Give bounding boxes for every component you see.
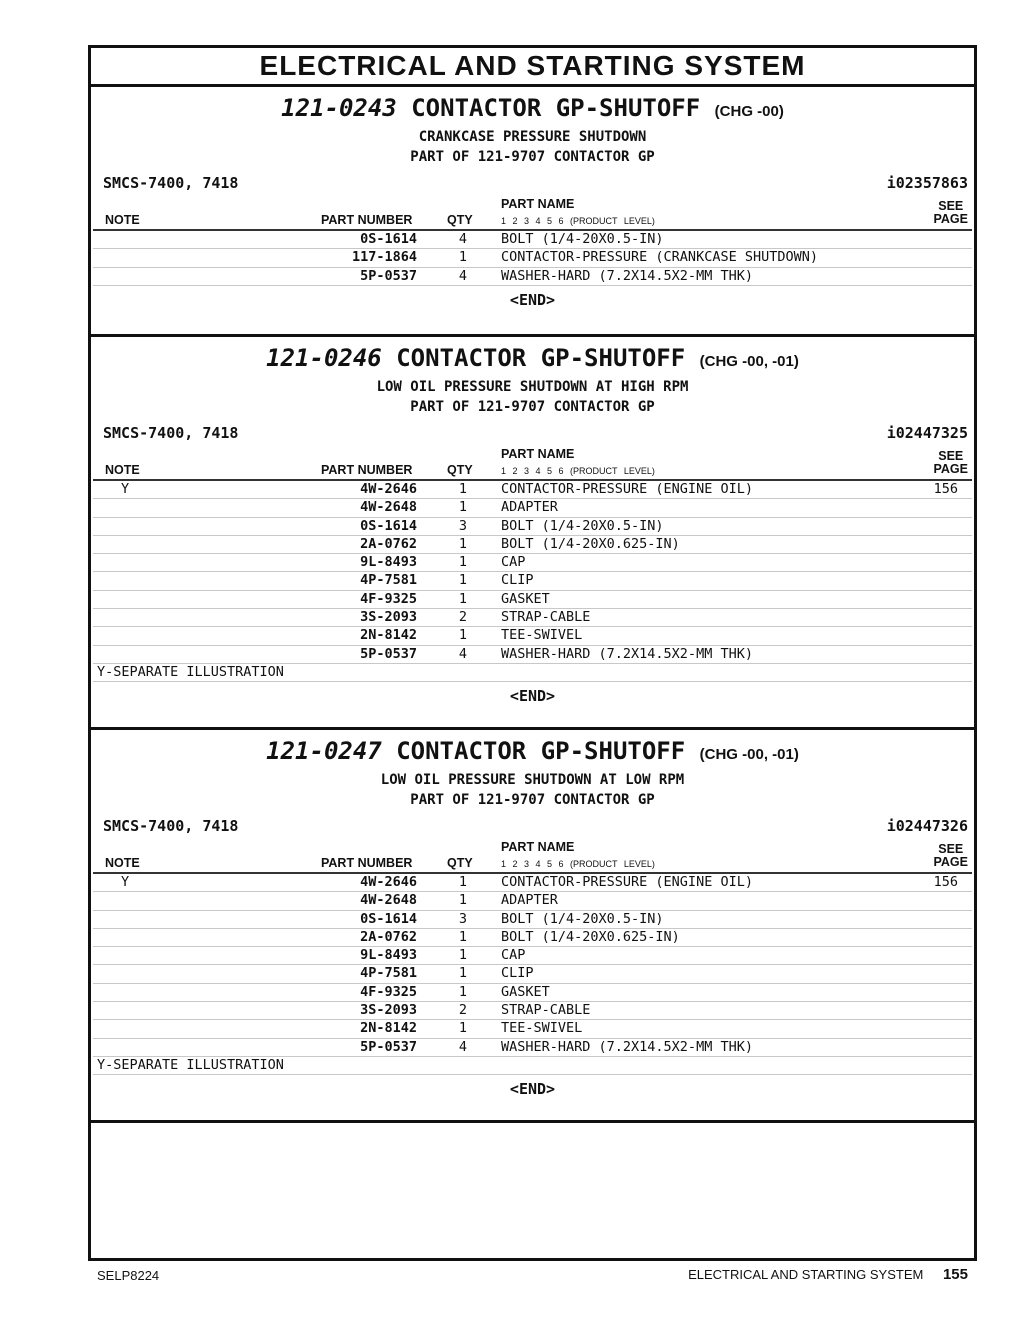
qty-cell: 2	[458, 1002, 468, 1019]
qty-cell: 1	[458, 983, 468, 1000]
part-name-cell: BOLT (1/4-20X0.625-IN)	[501, 535, 680, 552]
qty-header: QTY	[447, 856, 473, 870]
part-number-cell: 117-1864	[351, 249, 417, 266]
smcs-row	[91, 423, 974, 443]
section-description: LOW OIL PRESSURE SHUTDOWN AT LOW RPM	[380, 772, 685, 788]
part-name-cell: TEE-SWIVEL	[501, 1020, 583, 1037]
part-number-cell: 2A-0762	[360, 535, 417, 552]
qty-cell: 3	[458, 910, 468, 927]
qty-cell: 1	[458, 627, 468, 644]
parent-group-note: PART OF 121-9707 CONTACTOR GP	[410, 149, 655, 165]
see-label: SEE	[938, 842, 964, 856]
end-marker: <END>	[509, 1080, 556, 1099]
table-row	[93, 249, 972, 267]
part-name-header: PART NAME	[501, 197, 575, 211]
qty-cell: 1	[458, 499, 468, 516]
section-description: CRANKCASE PRESSURE SHUTDOWN	[418, 129, 647, 145]
qty-cell: 1	[458, 947, 468, 964]
qty-cell: 1	[458, 572, 468, 589]
table-row	[93, 1039, 972, 1057]
qty-cell: 4	[458, 645, 468, 662]
table-row	[93, 874, 972, 892]
smcs-code: SMCS-7400, 7418	[103, 174, 239, 192]
footnote-text: Y-SEPARATE ILLUSTRATION	[97, 663, 284, 680]
part-name-cell: ADAPTER	[501, 499, 558, 516]
part-number-cell: 4F-9325	[360, 983, 417, 1000]
page-number: 155	[942, 1266, 968, 1283]
parts-section	[91, 87, 974, 337]
section-header	[91, 730, 974, 810]
part-number-header: PART NUMBER	[321, 463, 413, 477]
parent-group-note: PART OF 121-9707 CONTACTOR GP	[410, 792, 655, 808]
part-number-cell: 2A-0762	[360, 928, 417, 945]
qty-cell: 1	[458, 481, 468, 497]
part-name-cell: CLIP	[501, 572, 534, 589]
part-name-cell: STRAP-CABLE	[501, 1002, 591, 1019]
part-number-cell: 2N-8142	[360, 1020, 417, 1037]
part-number-cell: 4P-7581	[360, 965, 417, 982]
smcs-code: SMCS-7400, 7418	[103, 817, 239, 835]
part-name-cell: CAP	[501, 554, 526, 571]
part-name-cell: WASHER-HARD (7.2X14.5X2-MM THK)	[501, 1038, 753, 1055]
part-name-cell: STRAP-CABLE	[501, 609, 591, 626]
qty-cell: 1	[458, 535, 468, 552]
section-title	[91, 736, 974, 770]
part-number-cell: 4W-2648	[360, 892, 417, 909]
part-number-cell: 4F-9325	[360, 590, 417, 607]
section-title	[91, 343, 974, 377]
table-row	[93, 499, 972, 517]
note-cell: Y	[121, 481, 130, 497]
part-name-cell: CONTACTOR-PRESSURE (ENGINE OIL)	[501, 481, 753, 497]
change-level: (CHG -00, -01)	[699, 353, 799, 370]
table-row	[93, 231, 972, 249]
part-number-cell: 9L-8493	[360, 554, 417, 571]
table-row	[93, 536, 972, 554]
footnote-row	[93, 1057, 972, 1075]
see-page-header	[934, 843, 969, 869]
product-level-header: 1 2 3 4 5 6 (PRODUCT LEVEL)	[501, 466, 655, 476]
part-number-cell: 4W-2646	[360, 481, 417, 497]
part-name-cell: CAP	[501, 947, 526, 964]
change-level: (CHG -00)	[714, 103, 784, 120]
smcs-code: SMCS-7400, 7418	[103, 424, 239, 442]
product-level-header: 1 2 3 4 5 6 (PRODUCT LEVEL)	[501, 216, 655, 226]
table-row	[93, 911, 972, 929]
table-row	[93, 609, 972, 627]
qty-cell: 4	[458, 231, 468, 247]
note-cell: Y	[121, 874, 130, 890]
table-header	[93, 195, 972, 231]
part-number-cell: 4W-2646	[360, 874, 417, 890]
part-name-cell: BOLT (1/4-20X0.5-IN)	[501, 517, 664, 534]
part-name-cell: ADAPTER	[501, 892, 558, 909]
part-number-cell: 4P-7581	[360, 572, 417, 589]
qty-cell: 1	[458, 965, 468, 982]
table-row	[93, 268, 972, 286]
section-header	[91, 87, 974, 167]
qty-cell: 1	[458, 1020, 468, 1037]
part-name-cell: GASKET	[501, 590, 550, 607]
part-name-cell: BOLT (1/4-20X0.625-IN)	[501, 928, 680, 945]
table-row	[93, 518, 972, 536]
parts-section	[91, 337, 974, 730]
group-part-number: 121-0246	[266, 344, 382, 372]
table-row	[93, 892, 972, 910]
see-page-header	[934, 200, 969, 226]
see-page-cell: 156	[933, 481, 958, 497]
parts-sections	[91, 87, 974, 1123]
qty-cell: 4	[458, 267, 468, 284]
table-row	[93, 965, 972, 983]
note-header: NOTE	[105, 213, 140, 227]
illustration-ref: i02357863	[886, 174, 968, 192]
part-name-header: PART NAME	[501, 840, 575, 854]
page-footer	[97, 1266, 968, 1286]
part-name-cell: WASHER-HARD (7.2X14.5X2-MM THK)	[501, 267, 753, 284]
qty-cell: 1	[458, 892, 468, 909]
part-number-cell: 9L-8493	[360, 947, 417, 964]
qty-cell: 1	[458, 590, 468, 607]
illustration-ref: i02447325	[886, 424, 968, 442]
group-name: CONTACTOR GP-SHUTOFF	[396, 344, 686, 372]
table-row	[93, 554, 972, 572]
section-title	[91, 93, 974, 127]
footer-right	[688, 1266, 968, 1283]
table-row	[93, 947, 972, 965]
table-header	[93, 445, 972, 481]
table-row	[93, 572, 972, 590]
qty-header: QTY	[447, 463, 473, 477]
end-marker: <END>	[509, 290, 556, 309]
qty-header: QTY	[447, 213, 473, 227]
qty-cell: 2	[458, 609, 468, 626]
part-name-cell: WASHER-HARD (7.2X14.5X2-MM THK)	[501, 645, 753, 662]
part-number-cell: 3S-2093	[360, 609, 417, 626]
parts-section	[91, 730, 974, 1123]
table-row	[93, 984, 972, 1002]
page-label: PAGE	[933, 855, 968, 869]
qty-cell: 3	[458, 517, 468, 534]
change-level: (CHG -00, -01)	[699, 746, 799, 763]
part-number-cell: 0S-1614	[360, 231, 417, 247]
smcs-row	[91, 173, 974, 193]
part-number-cell: 2N-8142	[360, 627, 417, 644]
qty-cell: 1	[458, 249, 468, 266]
part-name-cell: BOLT (1/4-20X0.5-IN)	[501, 910, 664, 927]
part-number-cell: 3S-2093	[360, 1002, 417, 1019]
part-name-header: PART NAME	[501, 447, 575, 461]
footnote-row	[93, 664, 972, 682]
part-name-cell: CLIP	[501, 965, 534, 982]
qty-cell: 1	[458, 928, 468, 945]
part-number-header: PART NUMBER	[321, 856, 413, 870]
qty-cell: 1	[458, 874, 468, 890]
part-name-cell: CONTACTOR-PRESSURE (CRANKCASE SHUTDOWN)	[501, 249, 818, 266]
table-row	[93, 646, 972, 664]
table-row	[93, 929, 972, 947]
part-number-cell: 0S-1614	[360, 517, 417, 534]
footnote-text: Y-SEPARATE ILLUSTRATION	[97, 1056, 284, 1073]
note-header: NOTE	[105, 463, 140, 477]
qty-cell: 1	[458, 554, 468, 571]
see-label: SEE	[938, 199, 964, 213]
end-marker: <END>	[509, 687, 556, 706]
parent-group-note: PART OF 121-9707 CONTACTOR GP	[410, 399, 655, 415]
product-level-header: 1 2 3 4 5 6 (PRODUCT LEVEL)	[501, 859, 655, 869]
table-header	[93, 838, 972, 874]
smcs-row	[91, 816, 974, 836]
page-title: ELECTRICAL AND STARTING SYSTEM	[91, 48, 974, 87]
part-number-header: PART NUMBER	[321, 213, 413, 227]
part-number-cell: 5P-0537	[360, 1038, 417, 1055]
qty-cell: 4	[458, 1038, 468, 1055]
footer-section-title: ELECTRICAL AND STARTING SYSTEM	[688, 1267, 924, 1282]
table-row	[93, 591, 972, 609]
table-row	[93, 1020, 972, 1038]
page-frame	[88, 45, 977, 1261]
table-row	[93, 481, 972, 499]
group-part-number: 121-0247	[266, 737, 382, 765]
part-number-cell: 5P-0537	[360, 645, 417, 662]
illustration-ref: i02447326	[886, 817, 968, 835]
page-label: PAGE	[933, 462, 968, 476]
part-name-cell: GASKET	[501, 983, 550, 1000]
group-part-number: 121-0243	[281, 94, 397, 122]
see-page-cell: 156	[933, 874, 958, 890]
group-name: CONTACTOR GP-SHUTOFF	[396, 737, 686, 765]
section-description: LOW OIL PRESSURE SHUTDOWN AT HIGH RPM	[376, 379, 689, 395]
part-name-cell: BOLT (1/4-20X0.5-IN)	[501, 231, 664, 247]
see-page-header	[934, 450, 969, 476]
table-row	[93, 627, 972, 645]
note-header: NOTE	[105, 856, 140, 870]
part-number-cell: 5P-0537	[360, 267, 417, 284]
table-row	[93, 1002, 972, 1020]
part-name-cell: TEE-SWIVEL	[501, 627, 583, 644]
page-label: PAGE	[933, 212, 968, 226]
section-header	[91, 337, 974, 417]
part-number-cell: 0S-1614	[360, 910, 417, 927]
part-name-cell: CONTACTOR-PRESSURE (ENGINE OIL)	[501, 874, 753, 890]
see-label: SEE	[938, 449, 964, 463]
part-number-cell: 4W-2648	[360, 499, 417, 516]
document-code: SELP8224	[97, 1268, 160, 1283]
group-name: CONTACTOR GP-SHUTOFF	[411, 94, 701, 122]
